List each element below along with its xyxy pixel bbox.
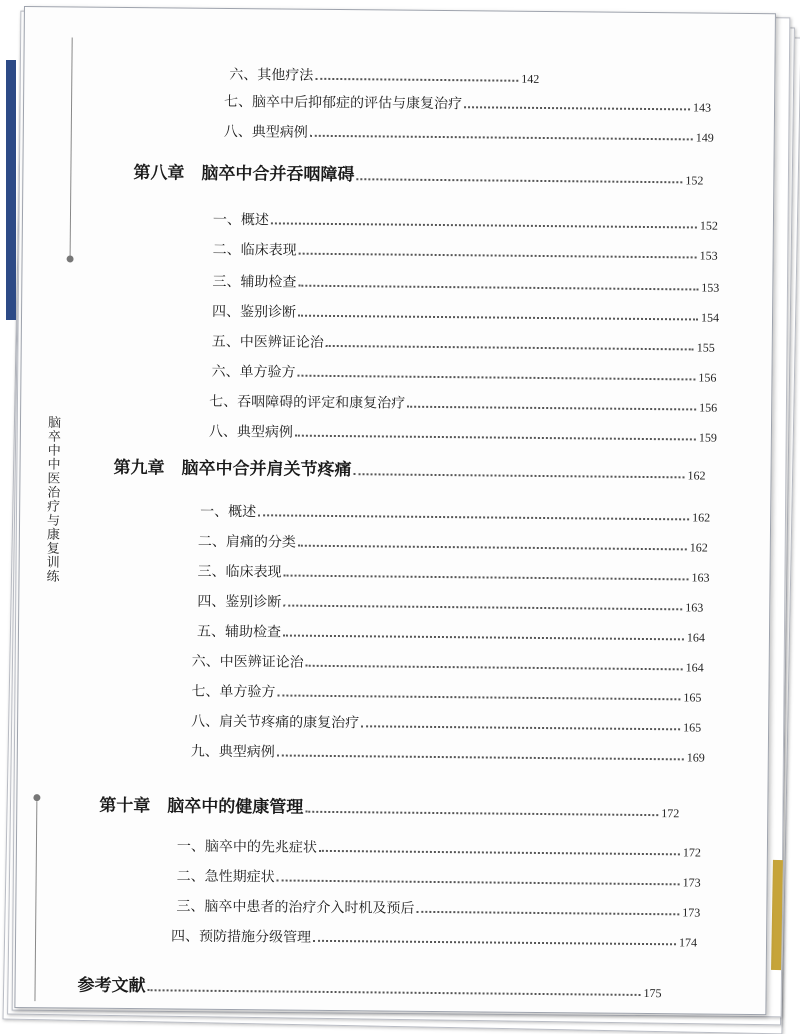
toc-section (229, 64, 539, 87)
toc-section (200, 501, 710, 526)
gold-page-edge (771, 860, 783, 970)
toc-entry-title: 二、急性期症状 (176, 868, 275, 886)
toc-section (192, 651, 704, 676)
toc-section (197, 621, 705, 646)
toc-entry-title: 参考文献 (77, 975, 146, 997)
dot-leader (326, 345, 694, 351)
toc-page-number: 175 (643, 985, 662, 1001)
toc-section (212, 331, 715, 356)
toc-section (197, 561, 709, 586)
toc-chapter (78, 971, 662, 1002)
dot-leader (297, 375, 695, 381)
toc-page-number: 162 (692, 510, 711, 525)
dot-leader (464, 106, 690, 110)
dot-leader (361, 725, 680, 730)
toc-section (224, 91, 711, 116)
toc-section (197, 591, 703, 616)
dot-leader (298, 545, 687, 551)
toc-page-number: 172 (661, 806, 680, 821)
toc-entry-title: 八、肩关节疼痛的康复治疗 (191, 713, 360, 732)
toc-entry-title: 三、临床表现 (197, 563, 282, 581)
gutter-line-top (70, 37, 73, 257)
toc-entry-title: 八、典型病例 (223, 123, 308, 141)
toc-entry-title: 五、辅助检查 (196, 623, 282, 641)
toc-page-number: 169 (686, 750, 705, 765)
dot-leader (298, 315, 698, 321)
toc-page (14, 6, 776, 1015)
toc-page-number: 156 (699, 400, 718, 415)
toc-entry-title: 四、鉴别诊断 (197, 593, 282, 611)
toc-page-number: 152 (685, 173, 704, 188)
toc-section (191, 711, 701, 736)
toc-page-number: 173 (682, 905, 701, 920)
toc-page-number: 165 (683, 690, 702, 705)
dot-leader (306, 665, 683, 671)
toc-entry-title: 四、鉴别诊断 (211, 303, 297, 321)
toc-entry-title: 四、预防措施分级管理 (170, 928, 312, 946)
toc-page-number: 173 (682, 875, 701, 890)
gutter-line-bottom (34, 801, 37, 1001)
dot-leader (315, 78, 518, 82)
toc-entry-title: 六、单方验方 (211, 363, 296, 381)
gutter-dot-top (67, 255, 74, 262)
dot-leader (313, 940, 676, 945)
toc-section (177, 866, 701, 891)
toc-chapter (133, 158, 703, 188)
dot-leader (277, 694, 680, 700)
toc-section (209, 391, 717, 416)
toc-page-number: 163 (685, 600, 704, 615)
dot-leader (299, 253, 697, 259)
toc-page-number: 142 (521, 71, 540, 86)
toc-entry-title: 七、单方验方 (191, 683, 276, 701)
toc-page-number: 149 (695, 130, 714, 145)
toc-entry-title: 六、其他疗法 (229, 66, 314, 84)
toc-section (176, 896, 700, 921)
toc-entry-title: 八、典型病例 (208, 423, 293, 441)
dot-leader (284, 575, 689, 581)
dot-leader (258, 514, 689, 520)
blue-page-edge (6, 60, 16, 320)
dot-leader (310, 135, 693, 141)
toc-entry-title: 五、中医辨证论治 (211, 333, 324, 351)
toc-chapter (99, 791, 679, 822)
toc-entry-title: 二、临床表现 (212, 241, 297, 259)
toc-page-number: 162 (687, 468, 706, 483)
dot-leader (416, 911, 679, 916)
toc-page-number: 172 (682, 845, 701, 860)
toc-entry-title: 七、脑卒中后抑郁症的评估与康复治疗 (224, 93, 463, 113)
dot-leader (277, 754, 684, 760)
toc-entry-title: 六、中医辨证论治 (191, 653, 304, 671)
toc-page-number: 165 (683, 720, 702, 735)
toc-page-number: 163 (691, 570, 710, 585)
toc-page-number: 156 (698, 370, 717, 385)
toc-entry-title: 一、概述 (212, 211, 270, 229)
gutter-dot-bottom (33, 794, 40, 801)
toc-entry-title: 三、辅助检查 (212, 273, 297, 291)
toc-section (213, 239, 718, 264)
dot-leader (283, 605, 682, 611)
toc-page-number: 162 (689, 540, 708, 555)
dot-leader (295, 435, 696, 441)
dot-leader (319, 850, 680, 855)
dot-leader (356, 178, 682, 183)
toc-section (177, 836, 701, 861)
toc-section (191, 741, 705, 766)
toc-page-number: 155 (696, 340, 715, 355)
toc-page-number: 153 (699, 248, 718, 263)
toc-entry-title: 第八章 脑卒中合并吞咽障碍 (133, 163, 355, 186)
dot-leader (148, 989, 641, 996)
toc-entry-title: 第九章 脑卒中合并肩关节疼痛 (113, 457, 352, 481)
toc-page-number: 174 (678, 935, 698, 950)
toc-entry-title: 三、脑卒中患者的治疗介入时机及预后 (176, 898, 415, 917)
toc-section (212, 271, 719, 296)
toc-entry-title: 第十章 脑卒中的健康管理 (99, 795, 304, 818)
side-book-title: 脑卒中中医治疗与康复训练 (43, 415, 61, 584)
toc-section (213, 209, 718, 234)
toc-entry-title: 一、概述 (200, 503, 257, 521)
dot-leader (305, 811, 658, 816)
toc-section (212, 301, 719, 326)
dot-leader (277, 879, 680, 885)
toc-section (224, 121, 714, 146)
toc-chapter (113, 453, 705, 484)
toc-page-number: 153 (701, 280, 720, 295)
toc-section (209, 421, 717, 446)
dot-leader (271, 222, 697, 228)
toc-page-number: 154 (700, 310, 720, 325)
dot-leader (298, 285, 698, 291)
toc-page-number: 143 (692, 100, 712, 115)
toc-entry-title: 二、肩痛的分类 (197, 533, 296, 551)
toc-entry-title: 七、吞咽障碍的评定和康复治疗 (209, 393, 406, 412)
dot-leader (354, 473, 685, 478)
toc-section (198, 531, 708, 556)
toc-section (171, 925, 697, 950)
toc-entry-title: 一、脑卒中的先兆症状 (176, 838, 318, 856)
toc-section (211, 361, 716, 386)
toc-section (191, 681, 701, 706)
toc-page-number: 159 (698, 430, 717, 445)
dot-leader (283, 635, 684, 641)
toc-page-number: 164 (686, 630, 706, 645)
toc-page-number: 164 (685, 660, 704, 675)
dot-leader (407, 406, 696, 411)
toc-entry-title: 九、典型病例 (190, 743, 275, 761)
toc-page-number: 152 (699, 218, 718, 233)
